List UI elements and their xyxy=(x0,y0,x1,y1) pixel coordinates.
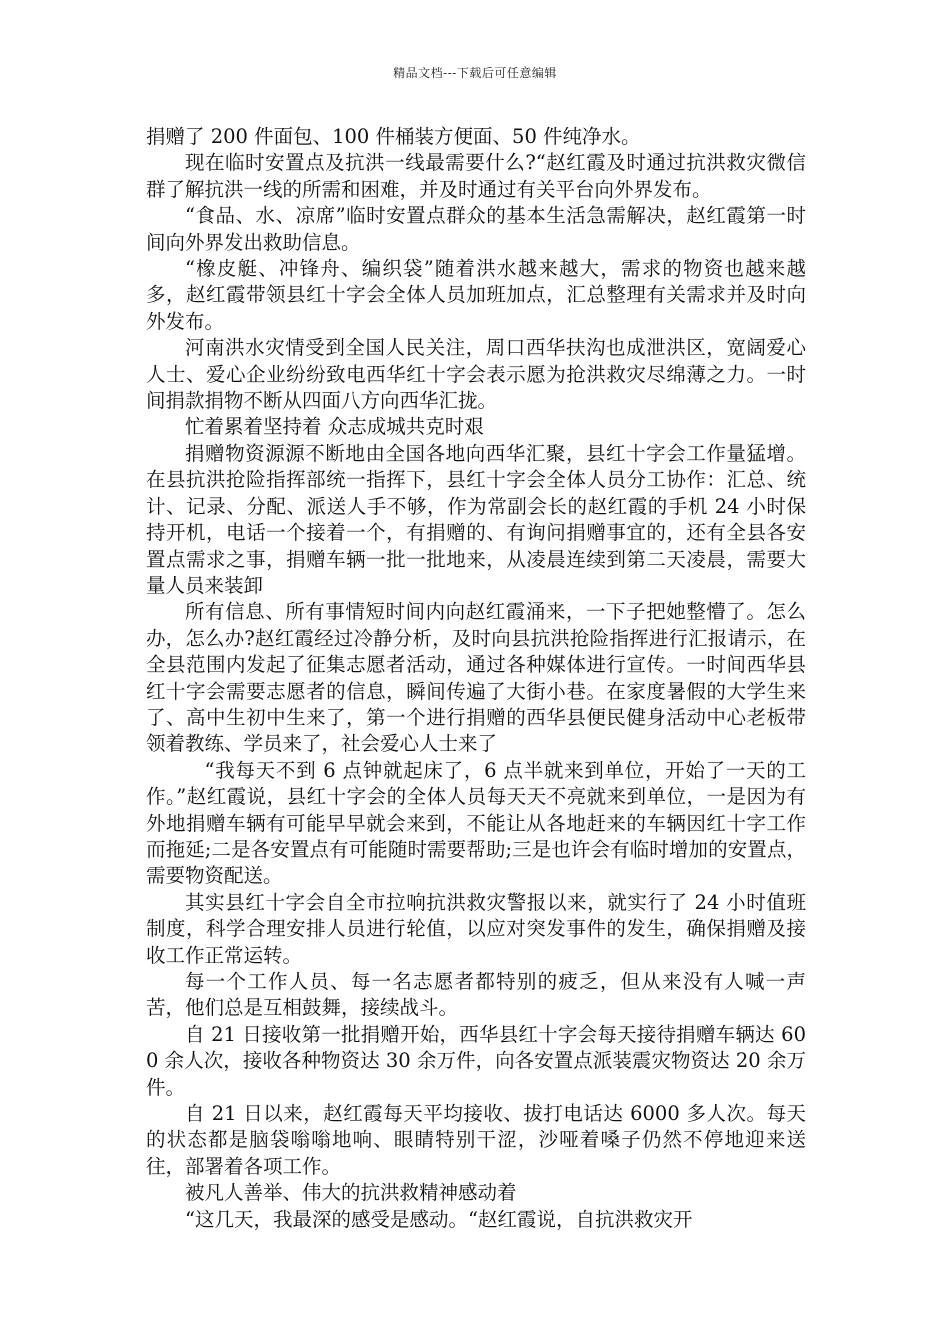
paragraph-12: 自 21 日以来，赵红霞每天平均接收、拔打电话达 6000 多人次。每天的状态都是脑袋嗡嗡地响、眼睛特别干涩，沙哑着嗓子仍然不停地迎来送往，部署着各项工作。 xyxy=(146,1102,806,1178)
paragraph-9: 其实县红十字会自全市拉响抗洪救灾警报以来，就实行了 24 小时值班制度，科学合理安排人员进行轮值，以应对突发事件的发生，确保捐赠及接收工作正常运转。 xyxy=(146,890,806,967)
paragraph-13: “这几天，我最深的感受是感动。“赵红霞说，自抗洪救灾开 xyxy=(185,1207,693,1231)
paragraph-10: 每一个工作人员、每一名志愿者都特别的疲乏，但从来没有人喊一声苦，他们总是互相鼓舞，接续战斗。 xyxy=(146,970,806,1020)
paragraph-6: 捐赠物资源源不断地由全国各地向西华汇聚，县红十字会工作量猛增。在县抗洪抢险指挥部统一指挥下，县红十字会全体人员分工协作：汇总、统计、记录、分配、派送人手不够，作为常副会长的赵红霞的手机 24 小时保持开机，电话一个接着一个，有捐赠的、有询问捐赠事宜的，还有全县各安置点需求之事，捐赠车辆一批一批地来，从凌晨连续到第二天凌晨，需要大量人员来装卸 xyxy=(146,441,806,597)
paragraph-5: 河南洪水灾情受到全国人民关注，周口西华扶沟也成泄洪区，宽阔爱心人士、爱心企业纷纷致电西华红十字会表示愿为抢洪救灾尽绵薄之力。一时间捐款捐物不断从四面八方向西华汇拢。 xyxy=(146,336,806,413)
paragraph-1: 捐赠了 200 件面包、100 件桶装方便面、50 件纯净水。 xyxy=(146,125,641,148)
paragraph-2: 现在临时安置点及抗洪一线最需要什么?“赵红霞及时通过抗洪救灾微信群了解抗洪一线的所需和困难，并及时通过有关平台向外界发布。 xyxy=(146,151,806,201)
document-body xyxy=(146,124,806,1233)
paragraph-3: “食品、水、凉席”临时安置点群众的基本生活急需解决，赵红霞第一时间向外界发出救助信息。 xyxy=(146,204,806,254)
page-header: 精品文档---下载后可任意编辑 xyxy=(393,66,557,80)
paragraph-7: 所有信息、所有事情短时间内向赵红霞涌来，一下子把她整懵了。怎么办，怎么办?赵红霞经过冷静分析，及时向县抗洪抢险指挥进行汇报请示，在全县范围内发起了征集志愿者活动，通过各种媒体进行宣传。一时间西华县红十字会需要志愿者的信息，瞬间传遍了大街小巷。在家度暑假的大学生来了、高中生初中生来了，第一个进行捐赠的西华县便民健身活动中心老板带领着教练、学员来了，社会爱心人士来了 xyxy=(146,600,806,756)
paragraph-8: “我每天不到 6 点钟就起床了，6 点半就来到单位，开始了一天的工作。”赵红霞说，县红十字会的全体人员每天天不亮就来到单位，一是因为有外地捐赠车辆有可能早早就会来到，不能让从各地赶来的车辆因红十字工作而拖延;二是各安置点有可能随时需要帮助;三是也许会有临时增加的安置点，需要物资配送。 xyxy=(146,758,806,888)
section-heading-1: 忙着累着坚持着 众志成城共克时艰 xyxy=(185,415,484,439)
section-heading-2: 被凡人善举、伟大的抗洪救精神感动着 xyxy=(185,1181,517,1205)
paragraph-11: 自 21 日接收第一批捐赠开始，西华县红十字会每天接待捐赠车辆达 600 余人次，接收各种物资达 30 余万件，向各安置点派装震灾物资达 20 余万件。 xyxy=(146,1022,806,1099)
paragraph-4: “橡皮艇、冲锋舟、编织袋”随着洪水越来越大，需求的物资也越来越多，赵红霞带领县红十字会全体人员加班加点，汇总整理有关需求并及时向外发布。 xyxy=(146,257,806,333)
